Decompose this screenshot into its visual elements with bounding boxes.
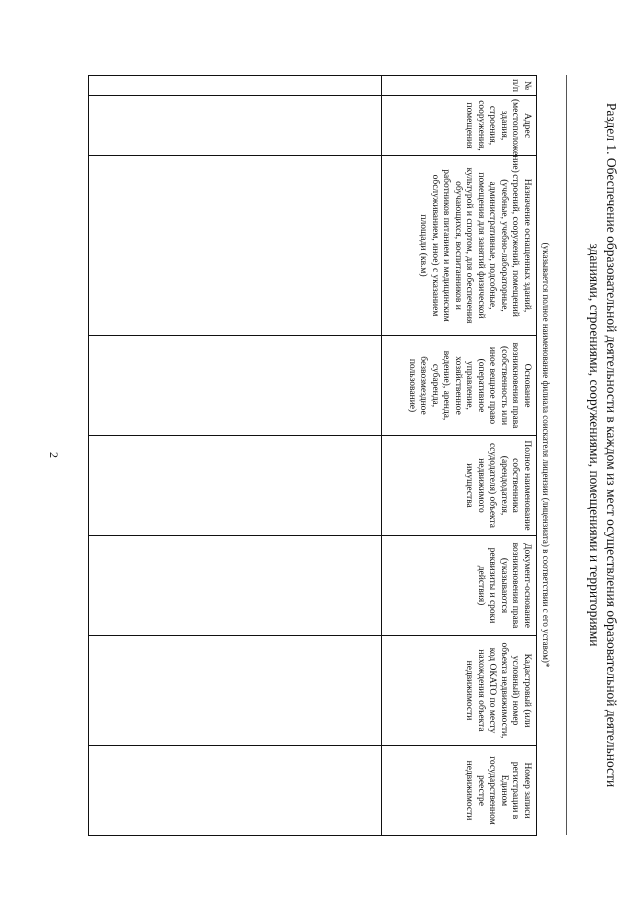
table-cell [89, 336, 382, 436]
facilities-table [88, 75, 537, 836]
header-right-basis: Основание возникновения права (собственность или иное вещное право (оперативное управление, хозяйственное ведение), аренда, субаренда, безвозмездное пользование) [382, 336, 537, 436]
branch-name-underline [566, 75, 567, 835]
table-cell [89, 746, 382, 836]
section-title [586, 65, 620, 825]
section-title-line-1: Раздел 1. Обеспечение образовательной деятельности в каждом из мест осуществления образовательной деятельности [604, 102, 619, 788]
header-number: № п/п [382, 76, 537, 96]
table-row [89, 76, 382, 836]
table-cell [89, 96, 382, 156]
header-owner-name: Полное наименование собственника (арендодателя, ссудодателя) объекта недвижимого имущества [382, 436, 537, 536]
header-registry-record: Номер записи регистрации в Едином государственном реестре недвижимости [382, 746, 537, 836]
header-purpose: Назначение оснащенных зданий, строений, сооружений, помещений (учебные, учебно-лабораторные, административные, подсобные, помещения для занятий физической культурой и спортом, для обеспечения обучающихся, воспитанников и работников питанием и медицинским обслуживанием, иное) с указанием площади (кв.м) [382, 156, 537, 336]
table-cell [89, 636, 382, 746]
table-cell [89, 436, 382, 536]
page-number: 2 [47, 452, 61, 458]
rotated-page-content [20, 45, 620, 865]
table-cell [89, 156, 382, 336]
header-basis-document: Документ-основание возникновения права (указываются реквизиты и сроки действия) [382, 536, 537, 636]
header-address: Адрес (местоположение) здания, строения, сооружения, помещения [382, 96, 537, 156]
table-header-row [382, 76, 537, 836]
table-cell [89, 76, 382, 96]
table-cell [89, 536, 382, 636]
section-title-line-2: зданиями, строениями, сооружениями, помещениями и территориями [587, 243, 602, 647]
branch-name-caption: (указывается полное наименование филиала соискателя лицензии (лицензиата) в соответствии с его уставом)* [541, 242, 551, 668]
header-cadastral-number: Кадастровый (или условный) номер объекта недвижимости, код ОКАТО по месту нахождения объекта недвижимости [382, 636, 537, 746]
